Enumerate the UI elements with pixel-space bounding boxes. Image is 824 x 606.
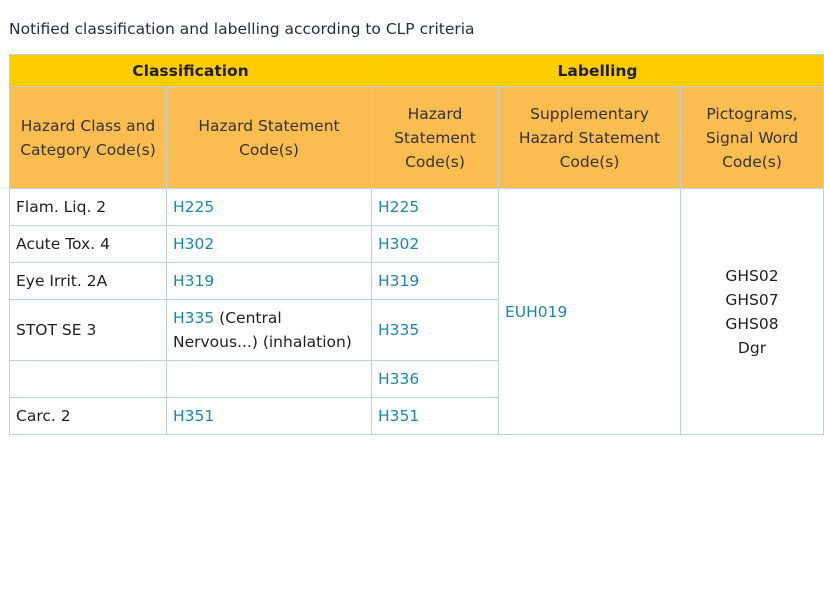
label-statement-link[interactable]: H336 [372, 361, 499, 398]
col-hazard-statement-class-header [167, 87, 372, 189]
signal-word: Dgr [737, 338, 767, 357]
hazard-statement-link [167, 361, 372, 398]
header-line: Hazard [407, 104, 463, 123]
hazard-statement-cell [167, 300, 372, 361]
col-pictograms-header [681, 87, 824, 189]
hazard-statement-link[interactable]: H351 [167, 398, 372, 435]
header-line: Code(s) [239, 140, 299, 159]
pictogram-code: GHS08 [725, 314, 779, 333]
hazard-statement-link[interactable]: H225 [167, 189, 372, 226]
hazard-category-cell: Acute Tox. 4 [10, 226, 167, 263]
col-hazard-class-header [10, 87, 167, 189]
header-line: Hazard Class and [20, 116, 156, 135]
labelling-header: Labelling [372, 55, 824, 87]
hazard-category-cell: Carc. 2 [10, 398, 167, 435]
hazard-category-cell: STOT SE 3 [10, 300, 167, 361]
section-caption: Notified classification and labelling according to CLP criteria [9, 20, 475, 38]
header-line: Code(s) [722, 152, 782, 171]
classification-header: Classification [10, 55, 372, 87]
supplementary-code-link[interactable]: EUH019 [499, 189, 681, 435]
label-statement-link[interactable]: H302 [372, 226, 499, 263]
header-line: Signal Word [705, 128, 799, 147]
clp-table [9, 54, 824, 435]
hazard-statement-link[interactable]: H302 [167, 226, 372, 263]
hazard-statement-link[interactable]: H319 [167, 263, 372, 300]
hazard-category-cell: Eye Irrit. 2A [10, 263, 167, 300]
label-statement-link[interactable]: H335 [372, 300, 499, 361]
label-statement-link[interactable]: H351 [372, 398, 499, 435]
label-statement-link[interactable]: H319 [372, 263, 499, 300]
header-line: Code(s) [559, 152, 620, 171]
label-statement-link[interactable]: H225 [372, 189, 499, 226]
pictograms-cell [681, 189, 824, 435]
header-line: Code(s) [405, 152, 465, 171]
hazard-category-cell [10, 361, 167, 398]
header-line: Category Code(s) [20, 140, 156, 159]
hazard-statement-link[interactable]: H335 [173, 309, 215, 327]
column-header-row [10, 87, 824, 189]
table-row [10, 189, 824, 226]
col-supplementary-header [499, 87, 681, 189]
header-line: Statement [394, 128, 476, 147]
hazard-statement-detail: (Central [214, 309, 282, 327]
header-line: Supplementary [530, 104, 649, 123]
hazard-statement-detail: Nervous...) (inhalation) [173, 333, 352, 351]
hazard-category-cell: Flam. Liq. 2 [10, 189, 167, 226]
header-line: Pictograms, [706, 104, 798, 123]
header-line: Hazard Statement [518, 128, 661, 147]
pictogram-code: GHS02 [725, 266, 779, 285]
col-hazard-statement-label-header [372, 87, 499, 189]
header-line: Hazard Statement [198, 116, 340, 135]
group-header-row [10, 55, 824, 87]
pictogram-code: GHS07 [725, 290, 779, 309]
